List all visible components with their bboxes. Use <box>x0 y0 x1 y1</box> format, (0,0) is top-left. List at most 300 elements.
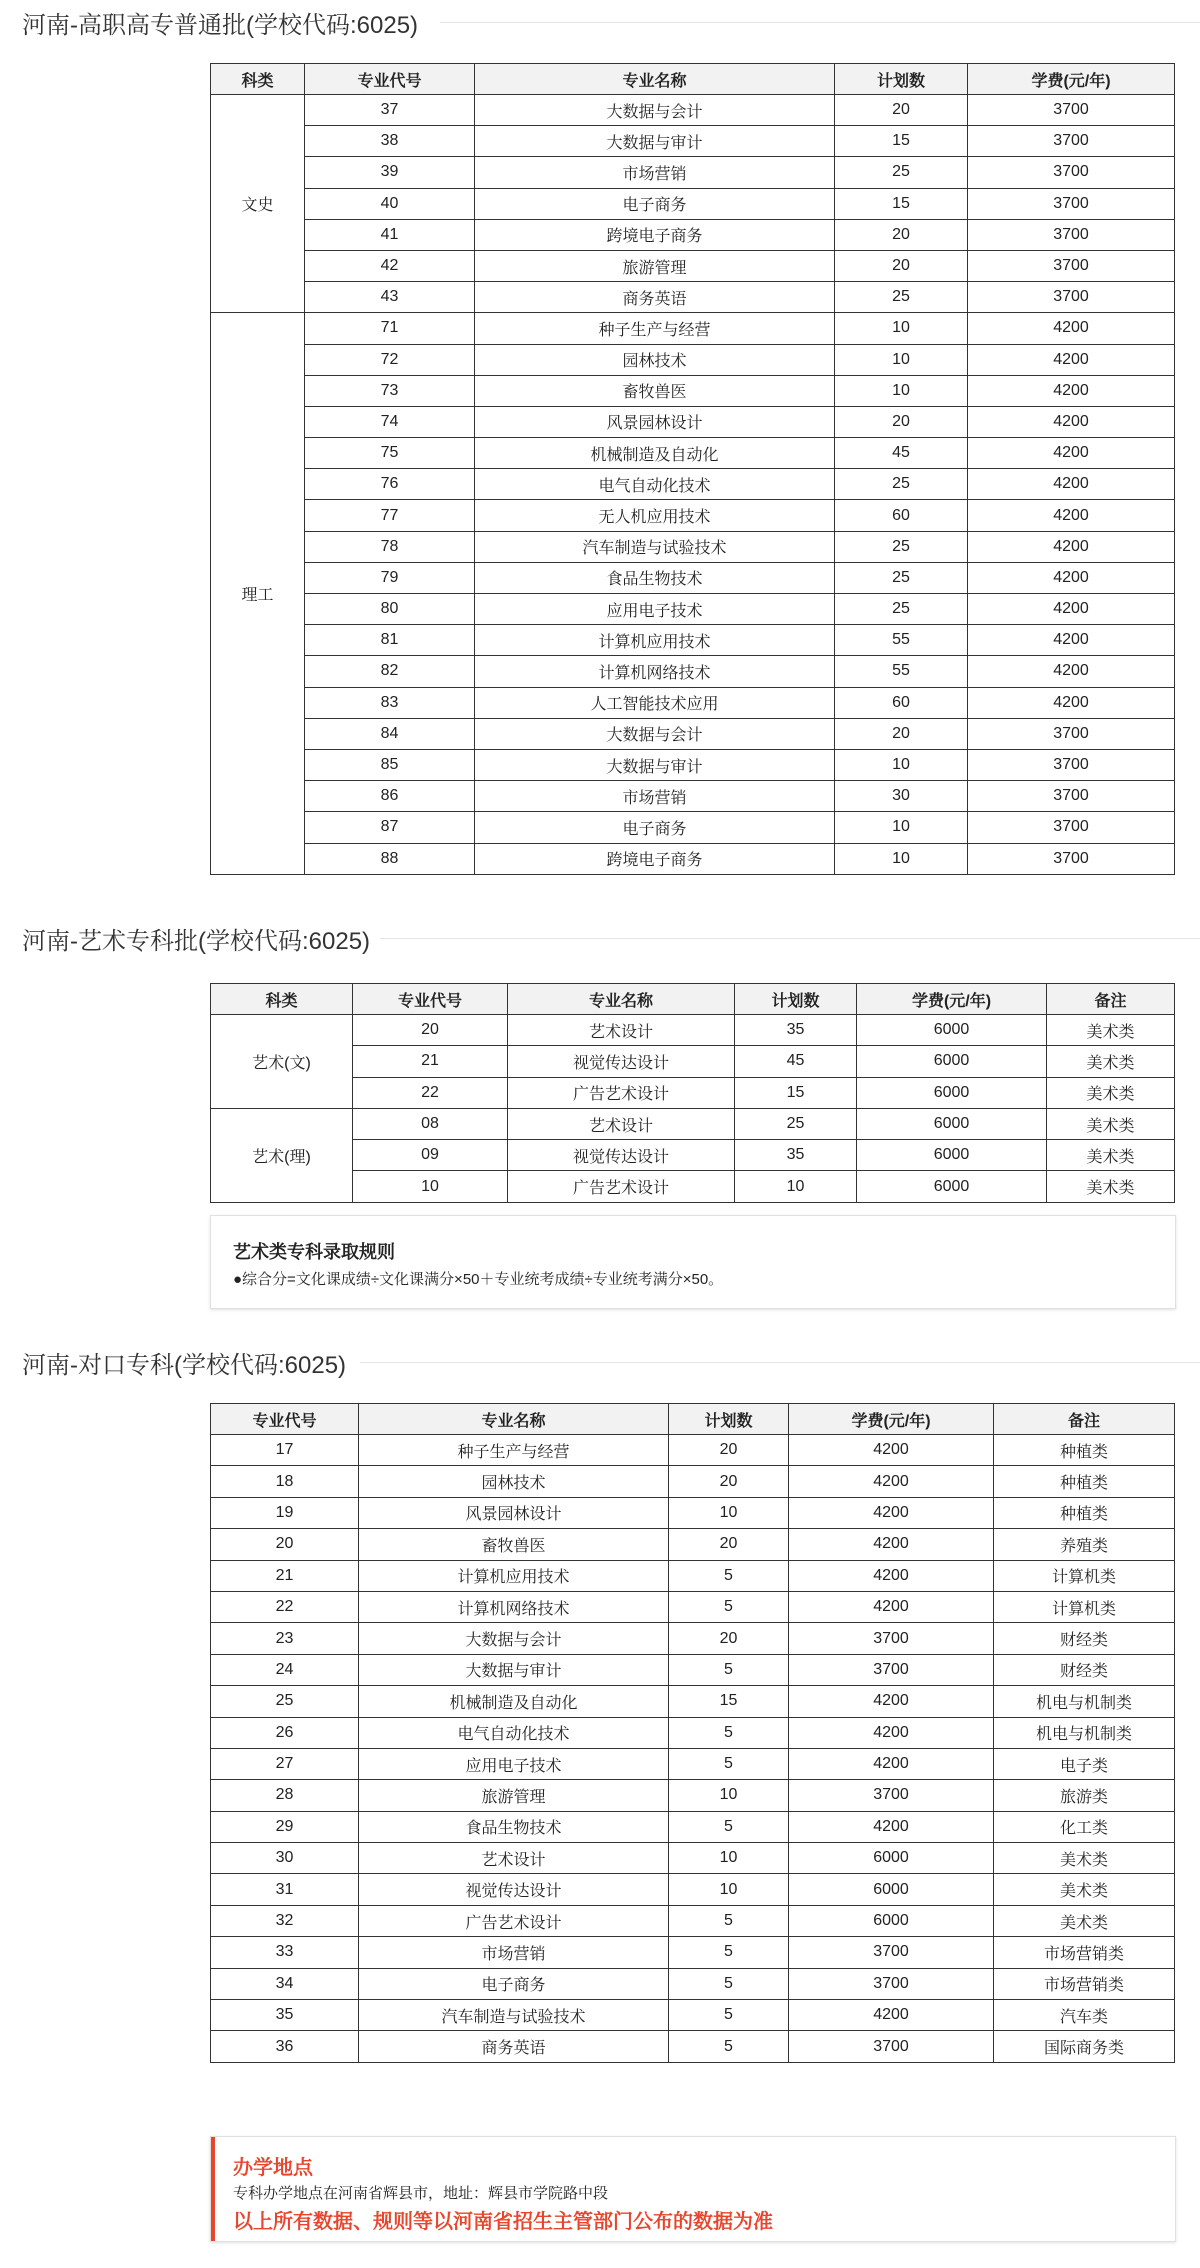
plan-count-cell: 5 <box>669 2000 789 2031</box>
tuition-cell: 4200 <box>789 1529 994 1560</box>
plan-count-cell: 5 <box>669 1654 789 1685</box>
major-name-cell: 食品生物技术 <box>359 1811 669 1842</box>
major-name-cell: 园林技术 <box>359 1466 669 1497</box>
table-row <box>211 1497 1175 1528</box>
header-tuition: 学费(元/年) <box>857 984 1047 1015</box>
section2-heading <box>0 918 1200 958</box>
plan-count-cell: 20 <box>669 1623 789 1654</box>
tuition-cell: 4200 <box>968 313 1175 344</box>
tuition-cell: 3700 <box>789 1623 994 1654</box>
tuition-cell: 4200 <box>789 1686 994 1717</box>
plan-count-cell: 10 <box>835 313 968 344</box>
plan-count-cell: 35 <box>735 1015 857 1046</box>
remark-cell: 财经类 <box>994 1623 1175 1654</box>
category-cell: 艺术(理) <box>211 1108 353 1202</box>
tuition-cell: 3700 <box>789 1780 994 1811</box>
major-code-cell: 35 <box>211 2000 359 2031</box>
major-name-cell: 广告艺术设计 <box>508 1077 735 1108</box>
tuition-cell: 3700 <box>789 1654 994 1685</box>
major-name-cell: 旅游管理 <box>359 1780 669 1811</box>
table-row <box>211 1077 1175 1108</box>
table-row <box>211 749 1175 780</box>
remark-cell: 国际商务类 <box>994 2031 1175 2062</box>
table-row <box>211 2000 1175 2031</box>
header-major-code: 专业代号 <box>211 1404 359 1435</box>
tuition-cell: 3700 <box>968 188 1175 219</box>
major-code-cell: 08 <box>353 1108 508 1139</box>
table-row <box>211 1466 1175 1497</box>
major-name-cell: 电子商务 <box>475 812 835 843</box>
remark-cell: 美术类 <box>1047 1077 1175 1108</box>
plan-count-cell: 25 <box>835 282 968 313</box>
major-name-cell: 计算机网络技术 <box>359 1591 669 1622</box>
tuition-cell: 4200 <box>968 469 1175 500</box>
remark-cell: 种植类 <box>994 1466 1175 1497</box>
location-text: 专科办学地点在河南省辉县市，地址：辉县市学院路中段 <box>233 2185 609 2202</box>
major-name-cell: 汽车制造与试验技术 <box>359 2000 669 2031</box>
major-name-cell: 计算机应用技术 <box>475 625 835 656</box>
plan-count-cell: 5 <box>669 1591 789 1622</box>
remark-cell: 汽车类 <box>994 2000 1175 2031</box>
plan-count-cell: 25 <box>835 594 968 625</box>
tuition-cell: 3700 <box>968 126 1175 157</box>
section3-table <box>210 1403 1175 2063</box>
header-category: 科类 <box>211 984 353 1015</box>
table-row <box>211 438 1175 469</box>
tuition-cell: 3700 <box>968 282 1175 313</box>
header-tuition: 学费(元/年) <box>789 1404 994 1435</box>
plan-count-cell: 10 <box>669 1874 789 1905</box>
major-code-cell: 24 <box>211 1654 359 1685</box>
header-major-name: 专业名称 <box>508 984 735 1015</box>
major-code-cell: 82 <box>305 656 475 687</box>
major-code-cell: 41 <box>305 219 475 250</box>
tuition-cell: 4200 <box>789 1435 994 1466</box>
table-row <box>211 718 1175 749</box>
tuition-cell: 4200 <box>789 1717 994 1748</box>
tuition-cell: 4200 <box>789 1591 994 1622</box>
remark-cell: 市场营销类 <box>994 1968 1175 1999</box>
major-name-cell: 计算机应用技术 <box>359 1560 669 1591</box>
table-row <box>211 531 1175 562</box>
table-row <box>211 157 1175 188</box>
major-code-cell: 27 <box>211 1748 359 1779</box>
plan-count-cell: 20 <box>669 1529 789 1560</box>
plan-count-cell: 10 <box>669 1843 789 1874</box>
table-row <box>211 1968 1175 1999</box>
plan-count-cell: 10 <box>669 1780 789 1811</box>
header-category: 科类 <box>211 64 305 95</box>
table-row <box>211 1937 1175 1968</box>
major-name-cell: 机械制造及自动化 <box>475 438 835 469</box>
major-name-cell: 跨境电子商务 <box>475 843 835 874</box>
section2-title: 河南-艺术专科批(学校代码:6025) <box>22 921 378 956</box>
major-name-cell: 商务英语 <box>475 282 835 313</box>
tuition-cell: 6000 <box>857 1140 1047 1171</box>
table-row <box>211 843 1175 874</box>
tuition-cell: 3700 <box>789 1968 994 1999</box>
major-name-cell: 大数据与会计 <box>359 1623 669 1654</box>
admission-rule-title: 艺术类专科录取规则 <box>233 1242 395 1262</box>
table-row <box>211 1591 1175 1622</box>
tuition-cell: 4200 <box>789 1748 994 1779</box>
plan-count-cell: 25 <box>735 1108 857 1139</box>
major-code-cell: 10 <box>353 1171 508 1202</box>
category-cell: 理工 <box>211 313 305 874</box>
header-plan-count: 计划数 <box>835 64 968 95</box>
table-header-row <box>211 984 1175 1015</box>
location-title: 办学地点 <box>233 2157 313 2179</box>
plan-count-cell: 45 <box>835 438 968 469</box>
tuition-cell: 3700 <box>968 95 1175 126</box>
plan-count-cell: 15 <box>669 1686 789 1717</box>
remark-cell: 美术类 <box>994 1905 1175 1936</box>
major-name-cell: 食品生物技术 <box>475 562 835 593</box>
table-row <box>211 1171 1175 1202</box>
major-code-cell: 29 <box>211 1811 359 1842</box>
major-name-cell: 市场营销 <box>475 157 835 188</box>
major-name-cell: 大数据与会计 <box>475 95 835 126</box>
table-row <box>211 375 1175 406</box>
plan-count-cell: 20 <box>835 718 968 749</box>
major-code-cell: 81 <box>305 625 475 656</box>
major-code-cell: 33 <box>211 1937 359 1968</box>
remark-cell: 电子类 <box>994 1748 1175 1779</box>
table-row <box>211 2031 1175 2062</box>
major-name-cell: 电子商务 <box>359 1968 669 1999</box>
table-row <box>211 1717 1175 1748</box>
header-plan-count: 计划数 <box>669 1404 789 1435</box>
major-code-cell: 31 <box>211 1874 359 1905</box>
remark-cell: 美术类 <box>1047 1108 1175 1139</box>
header-major-code: 专业代号 <box>305 64 475 95</box>
table-row <box>211 1108 1175 1139</box>
table-row <box>211 562 1175 593</box>
header-remark: 备注 <box>1047 984 1175 1015</box>
tuition-cell: 6000 <box>857 1171 1047 1202</box>
major-name-cell: 种子生产与经营 <box>359 1435 669 1466</box>
major-code-cell: 40 <box>305 188 475 219</box>
major-code-cell: 25 <box>211 1686 359 1717</box>
header-major-name: 专业名称 <box>359 1404 669 1435</box>
tuition-cell: 4200 <box>968 656 1175 687</box>
remark-cell: 计算机类 <box>994 1560 1175 1591</box>
table-row <box>211 594 1175 625</box>
section3-title: 河南-对口专科(学校代码:6025) <box>22 1345 354 1380</box>
plan-count-cell: 15 <box>835 188 968 219</box>
major-name-cell: 种子生产与经营 <box>475 313 835 344</box>
table-row <box>211 250 1175 281</box>
major-code-cell: 20 <box>211 1529 359 1560</box>
table-header-row <box>211 64 1175 95</box>
plan-count-cell: 10 <box>835 375 968 406</box>
tuition-cell: 3700 <box>968 812 1175 843</box>
table-row <box>211 282 1175 313</box>
plan-count-cell: 10 <box>835 749 968 780</box>
tuition-cell: 3700 <box>789 1937 994 1968</box>
plan-count-cell: 5 <box>669 1560 789 1591</box>
major-name-cell: 大数据与会计 <box>475 718 835 749</box>
tuition-cell: 4200 <box>968 562 1175 593</box>
plan-count-cell: 10 <box>735 1171 857 1202</box>
tuition-cell: 4200 <box>968 594 1175 625</box>
major-code-cell: 76 <box>305 469 475 500</box>
table-row <box>211 313 1175 344</box>
major-code-cell: 84 <box>305 718 475 749</box>
table-row <box>211 625 1175 656</box>
tuition-cell: 6000 <box>857 1108 1047 1139</box>
plan-count-cell: 35 <box>735 1140 857 1171</box>
plan-count-cell: 10 <box>835 812 968 843</box>
tuition-cell: 6000 <box>789 1843 994 1874</box>
major-name-cell: 旅游管理 <box>475 250 835 281</box>
remark-cell: 美术类 <box>994 1843 1175 1874</box>
table-row <box>211 1529 1175 1560</box>
tuition-cell: 4200 <box>968 438 1175 469</box>
remark-cell: 美术类 <box>1047 1046 1175 1077</box>
plan-count-cell: 10 <box>835 843 968 874</box>
tuition-cell: 3700 <box>968 157 1175 188</box>
major-code-cell: 87 <box>305 812 475 843</box>
major-name-cell: 畜牧兽医 <box>475 375 835 406</box>
major-code-cell: 38 <box>305 126 475 157</box>
tuition-cell: 3700 <box>968 219 1175 250</box>
major-code-cell: 21 <box>211 1560 359 1591</box>
major-code-cell: 22 <box>353 1077 508 1108</box>
section3-heading <box>0 1342 1200 1382</box>
table-header-row <box>211 1404 1175 1435</box>
table-row <box>211 469 1175 500</box>
major-name-cell: 市场营销 <box>359 1937 669 1968</box>
tuition-cell: 4200 <box>789 1497 994 1528</box>
plan-count-cell: 55 <box>835 656 968 687</box>
table-row <box>211 344 1175 375</box>
remark-cell: 美术类 <box>1047 1171 1175 1202</box>
major-code-cell: 39 <box>305 157 475 188</box>
major-name-cell: 园林技术 <box>475 344 835 375</box>
major-name-cell: 广告艺术设计 <box>508 1171 735 1202</box>
remark-cell: 财经类 <box>994 1654 1175 1685</box>
major-name-cell: 市场营销 <box>475 781 835 812</box>
major-code-cell: 83 <box>305 687 475 718</box>
plan-count-cell: 45 <box>735 1046 857 1077</box>
table-row <box>211 1874 1175 1905</box>
major-name-cell: 视觉传达设计 <box>508 1046 735 1077</box>
major-name-cell: 汽车制造与试验技术 <box>475 531 835 562</box>
plan-count-cell: 20 <box>669 1435 789 1466</box>
major-code-cell: 09 <box>353 1140 508 1171</box>
major-code-cell: 22 <box>211 1591 359 1622</box>
remark-cell: 种植类 <box>994 1435 1175 1466</box>
remark-cell: 化工类 <box>994 1811 1175 1842</box>
tuition-cell: 6000 <box>857 1015 1047 1046</box>
table-row <box>211 1560 1175 1591</box>
table-row <box>211 656 1175 687</box>
major-code-cell: 80 <box>305 594 475 625</box>
header-plan-count: 计划数 <box>735 984 857 1015</box>
major-code-cell: 17 <box>211 1435 359 1466</box>
header-remark: 备注 <box>994 1404 1175 1435</box>
major-name-cell: 商务英语 <box>359 2031 669 2062</box>
table-row <box>211 1654 1175 1685</box>
major-code-cell: 73 <box>305 375 475 406</box>
major-name-cell: 视觉传达设计 <box>508 1140 735 1171</box>
plan-count-cell: 20 <box>835 250 968 281</box>
plan-count-cell: 30 <box>835 781 968 812</box>
category-cell: 艺术(文) <box>211 1015 353 1109</box>
plan-count-cell: 5 <box>669 2031 789 2062</box>
table-row <box>211 1046 1175 1077</box>
table-row <box>211 188 1175 219</box>
tuition-cell: 6000 <box>857 1046 1047 1077</box>
tuition-cell: 3700 <box>968 843 1175 874</box>
plan-count-cell: 20 <box>835 406 968 437</box>
major-code-cell: 74 <box>305 406 475 437</box>
section1-title: 河南-高职高专普通批(学校代码:6025) <box>22 5 426 40</box>
table-row <box>211 1748 1175 1779</box>
location-box <box>210 2136 1176 2242</box>
tuition-cell: 6000 <box>789 1874 994 1905</box>
plan-count-cell: 15 <box>835 126 968 157</box>
tuition-cell: 3700 <box>968 749 1175 780</box>
tuition-cell: 3700 <box>968 250 1175 281</box>
major-code-cell: 18 <box>211 1466 359 1497</box>
major-code-cell: 20 <box>353 1015 508 1046</box>
major-code-cell: 79 <box>305 562 475 593</box>
major-code-cell: 42 <box>305 250 475 281</box>
table-row <box>211 406 1175 437</box>
plan-count-cell: 25 <box>835 531 968 562</box>
major-code-cell: 34 <box>211 1968 359 1999</box>
table-row <box>211 219 1175 250</box>
tuition-cell: 3700 <box>789 2031 994 2062</box>
major-code-cell: 28 <box>211 1780 359 1811</box>
plan-count-cell: 5 <box>669 1968 789 1999</box>
major-code-cell: 71 <box>305 313 475 344</box>
major-name-cell: 应用电子技术 <box>359 1748 669 1779</box>
major-code-cell: 78 <box>305 531 475 562</box>
major-code-cell: 88 <box>305 843 475 874</box>
table-row <box>211 1905 1175 1936</box>
table-row <box>211 1811 1175 1842</box>
plan-count-cell: 5 <box>669 1937 789 1968</box>
major-code-cell: 32 <box>211 1905 359 1936</box>
admission-rule-box <box>210 1215 1176 1309</box>
major-name-cell: 视觉传达设计 <box>359 1874 669 1905</box>
table-row <box>211 687 1175 718</box>
plan-count-cell: 60 <box>835 687 968 718</box>
tuition-cell: 4200 <box>968 406 1175 437</box>
major-name-cell: 无人机应用技术 <box>475 500 835 531</box>
major-code-cell: 86 <box>305 781 475 812</box>
plan-count-cell: 25 <box>835 157 968 188</box>
plan-count-cell: 55 <box>835 625 968 656</box>
major-code-cell: 26 <box>211 1717 359 1748</box>
major-code-cell: 23 <box>211 1623 359 1654</box>
major-name-cell: 大数据与审计 <box>359 1654 669 1685</box>
major-name-cell: 大数据与审计 <box>475 126 835 157</box>
major-name-cell: 电气自动化技术 <box>475 469 835 500</box>
table-row <box>211 1015 1175 1046</box>
table-row <box>211 1435 1175 1466</box>
table-row <box>211 812 1175 843</box>
tuition-cell: 3700 <box>968 718 1175 749</box>
major-name-cell: 电气自动化技术 <box>359 1717 669 1748</box>
major-name-cell: 风景园林设计 <box>359 1497 669 1528</box>
data-notice: 以上所有数据、规则等以河南省招生主管部门公布的数据为准 <box>233 2211 773 2233</box>
table-row <box>211 1780 1175 1811</box>
table-row <box>211 1140 1175 1171</box>
tuition-cell: 4200 <box>789 1466 994 1497</box>
major-name-cell: 艺术设计 <box>359 1843 669 1874</box>
admission-rule-text: ●综合分=文化课成绩÷文化课满分×50＋专业统考成绩÷专业统考满分×50。 <box>233 1271 724 1288</box>
tuition-cell: 4200 <box>968 687 1175 718</box>
remark-cell: 机电与机制类 <box>994 1717 1175 1748</box>
plan-count-cell: 25 <box>835 469 968 500</box>
remark-cell: 市场营销类 <box>994 1937 1175 1968</box>
plan-count-cell: 25 <box>835 562 968 593</box>
plan-count-cell: 10 <box>835 344 968 375</box>
table-row <box>211 1843 1175 1874</box>
major-name-cell: 人工智能技术应用 <box>475 687 835 718</box>
tuition-cell: 4200 <box>968 625 1175 656</box>
major-name-cell: 计算机网络技术 <box>475 656 835 687</box>
plan-count-cell: 5 <box>669 1748 789 1779</box>
major-code-cell: 19 <box>211 1497 359 1528</box>
table-row <box>211 1686 1175 1717</box>
section1-table <box>210 63 1175 875</box>
major-name-cell: 机械制造及自动化 <box>359 1686 669 1717</box>
table-row <box>211 95 1175 126</box>
plan-count-cell: 20 <box>835 219 968 250</box>
remark-cell: 计算机类 <box>994 1591 1175 1622</box>
remark-cell: 旅游类 <box>994 1780 1175 1811</box>
plan-count-cell: 15 <box>735 1077 857 1108</box>
remark-cell: 机电与机制类 <box>994 1686 1175 1717</box>
remark-cell: 养殖类 <box>994 1529 1175 1560</box>
table-row <box>211 126 1175 157</box>
major-code-cell: 37 <box>305 95 475 126</box>
tuition-cell: 4200 <box>789 1560 994 1591</box>
accent-bar <box>211 2137 215 2241</box>
header-major-code: 专业代号 <box>353 984 508 1015</box>
section2-table <box>210 983 1175 1203</box>
tuition-cell: 4200 <box>968 375 1175 406</box>
major-name-cell: 艺术设计 <box>508 1015 735 1046</box>
major-name-cell: 电子商务 <box>475 188 835 219</box>
plan-count-cell: 20 <box>669 1466 789 1497</box>
major-name-cell: 跨境电子商务 <box>475 219 835 250</box>
tuition-cell: 4200 <box>968 500 1175 531</box>
major-code-cell: 43 <box>305 282 475 313</box>
major-name-cell: 畜牧兽医 <box>359 1529 669 1560</box>
major-code-cell: 85 <box>305 749 475 780</box>
table-row <box>211 1623 1175 1654</box>
plan-count-cell: 5 <box>669 1717 789 1748</box>
plan-count-cell: 20 <box>835 95 968 126</box>
remark-cell: 种植类 <box>994 1497 1175 1528</box>
plan-count-cell: 5 <box>669 1905 789 1936</box>
plan-count-cell: 10 <box>669 1497 789 1528</box>
header-major-name: 专业名称 <box>475 64 835 95</box>
major-code-cell: 72 <box>305 344 475 375</box>
plan-count-cell: 5 <box>669 1811 789 1842</box>
major-code-cell: 75 <box>305 438 475 469</box>
major-name-cell: 大数据与审计 <box>475 749 835 780</box>
table-row <box>211 500 1175 531</box>
major-name-cell: 应用电子技术 <box>475 594 835 625</box>
tuition-cell: 3700 <box>968 781 1175 812</box>
